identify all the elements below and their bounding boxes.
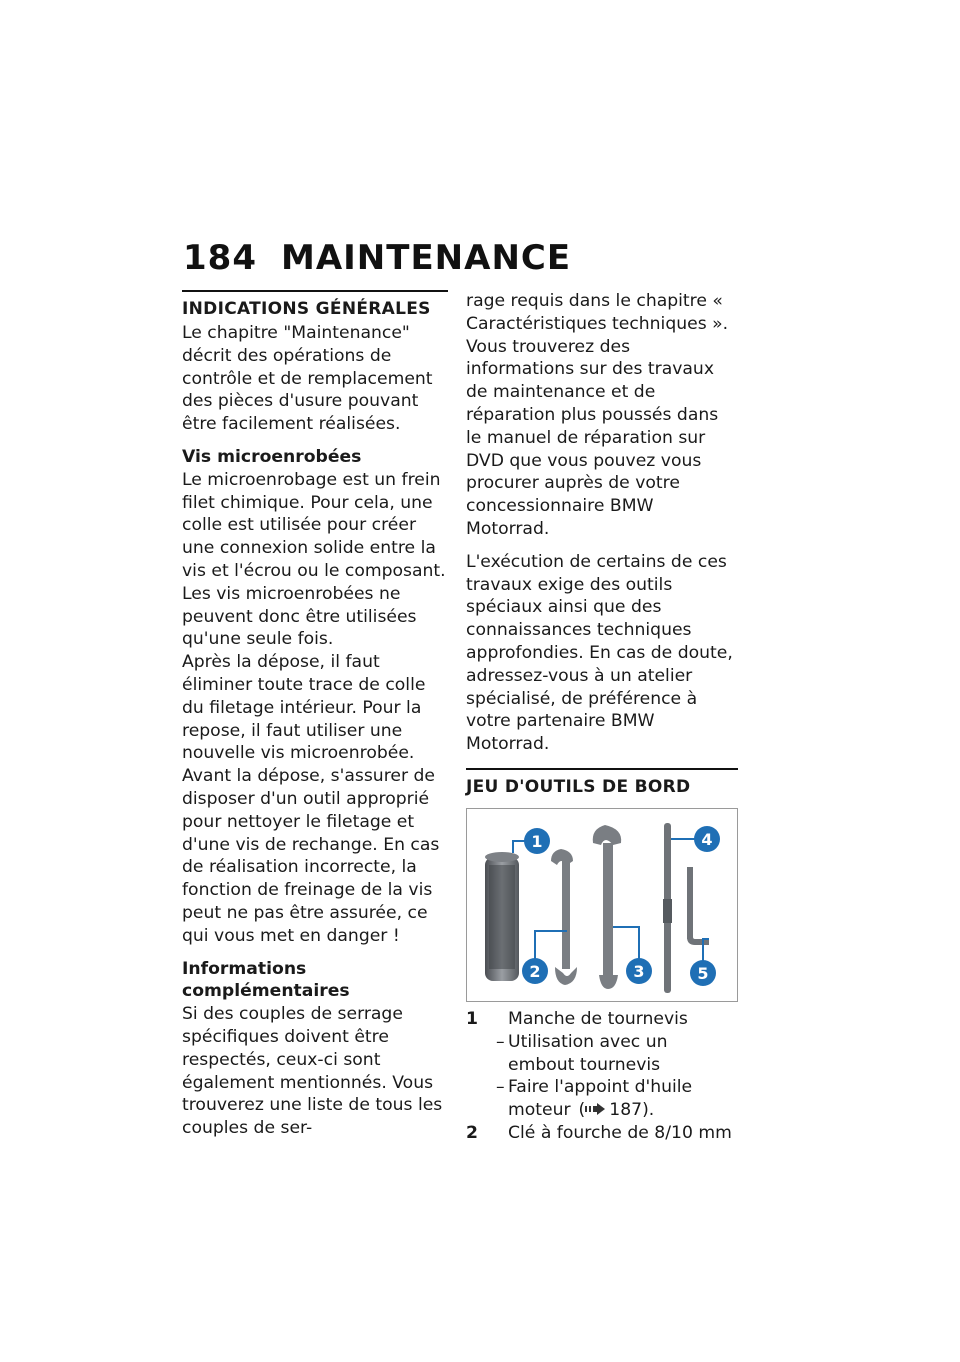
legend-text: Manche de tournevis (508, 1008, 688, 1029)
legend-item (466, 1122, 738, 1145)
legend-subitem (466, 1031, 738, 1077)
wrench-large-tool (593, 825, 621, 989)
dash: – (496, 1031, 505, 1052)
legend-text: Clé à fourche de 8/10 mm (508, 1122, 732, 1143)
page-number: 184 (183, 238, 257, 278)
callout-2 (522, 958, 548, 984)
callout-5 (690, 960, 716, 986)
wrench-small-tool (551, 849, 577, 985)
hex-key-tool (687, 867, 709, 945)
legend-subtext: Utilisation avec un embout tournevis (508, 1031, 668, 1075)
subtitle-vis: Vis microenrobées (182, 446, 362, 467)
callout-4 (694, 826, 720, 852)
callout-1-label: 1 (531, 831, 543, 851)
legend-number: 1 (466, 1008, 478, 1029)
tools-paragraph: L'exécution de certains de ces travaux exige des outils spéciaux ainsi que des connaissances techniques approfondies. En cas de doute, adressez-vous à un atelier spécialisé, de préférence à votre partenaire BMW Motorrad. (466, 551, 733, 755)
chapter-title: MAINTENANCE (281, 238, 572, 278)
continued-paragraph: rage requis dans le chapitre « Caractéristiques techniques ». Vous trouverez des informations sur des travaux de maintenance et de réparation plus poussés dans le manuel de réparation sur DVD que vous pouvez vous procurer auprès de votre concessionnaire BMW Motorrad. (466, 291, 729, 539)
info-paragraph: Si des couples de serrage spécifiques doivent être respectés, ceux-ci sont également mentionnés. Vous trouverez une liste de tous les couples de ser- (182, 1004, 443, 1139)
page-ref[interactable] (579, 1099, 606, 1122)
legend-subtext: Faire l'appoint d'huile moteur (508, 1077, 693, 1121)
left-column (182, 290, 448, 1140)
screwdriver-handle-tool (485, 852, 519, 981)
toolkit-figure (466, 808, 738, 1002)
intro-paragraph: Le chapitre "Maintenance" décrit des opérations de contrôle et de remplacement des pièces d'usure pouvant être facilement réalisées. (182, 323, 433, 435)
page-header (183, 238, 571, 278)
legend (466, 1008, 738, 1145)
callout-3 (626, 958, 652, 984)
callout-4-label: 4 (701, 829, 713, 849)
legend-number: 2 (466, 1122, 478, 1143)
legend-item (466, 1008, 738, 1031)
screwdriver-blade-tool (663, 823, 672, 993)
callout-1 (524, 828, 550, 854)
callout-3-label: 3 (633, 961, 645, 981)
section-title-tools: JEU D'OUTILS DE BORD (466, 776, 691, 797)
right-column (466, 290, 738, 1145)
subtitle-info: Informations complémentaires (182, 958, 350, 1002)
section-rule-tools (466, 768, 738, 770)
ref-paren: ( (578, 1100, 586, 1121)
page-ref-number: 187). (609, 1100, 655, 1121)
dash: – (496, 1077, 505, 1098)
section-rule (182, 290, 448, 292)
callout-5-label: 5 (697, 963, 709, 983)
vis-paragraph-2: Après la dépose, il faut éliminer toute trace de colle du filetage intérieur. Pour la repose, il faut utiliser une nouvelle vis microenrobée. Avant la dépose, s'assurer de disposer d'un outil approprié pour nettoyer le filetage et d'une vis de rechange. En cas de réalisation incorrecte, la fonction de freinage de la vis peut ne pas être assurée, ce qui vous met en danger ! (182, 652, 440, 946)
vis-paragraph-1: Le microenrobage est un frein filet chimique. Pour cela, une colle est utilisée pour créer une connexion solide entre la vis et l'écrou ou le composant. Les vis microenrobées ne peuvent donc être utilisées qu'une seule fois. (182, 469, 446, 650)
toolkit-illustration (467, 809, 737, 1001)
arrow-right-icon (585, 1103, 605, 1115)
callout-2-label: 2 (529, 961, 541, 981)
section-title-general: INDICATIONS GÉNÉRALES (182, 299, 431, 319)
legend-subitem (466, 1076, 738, 1122)
